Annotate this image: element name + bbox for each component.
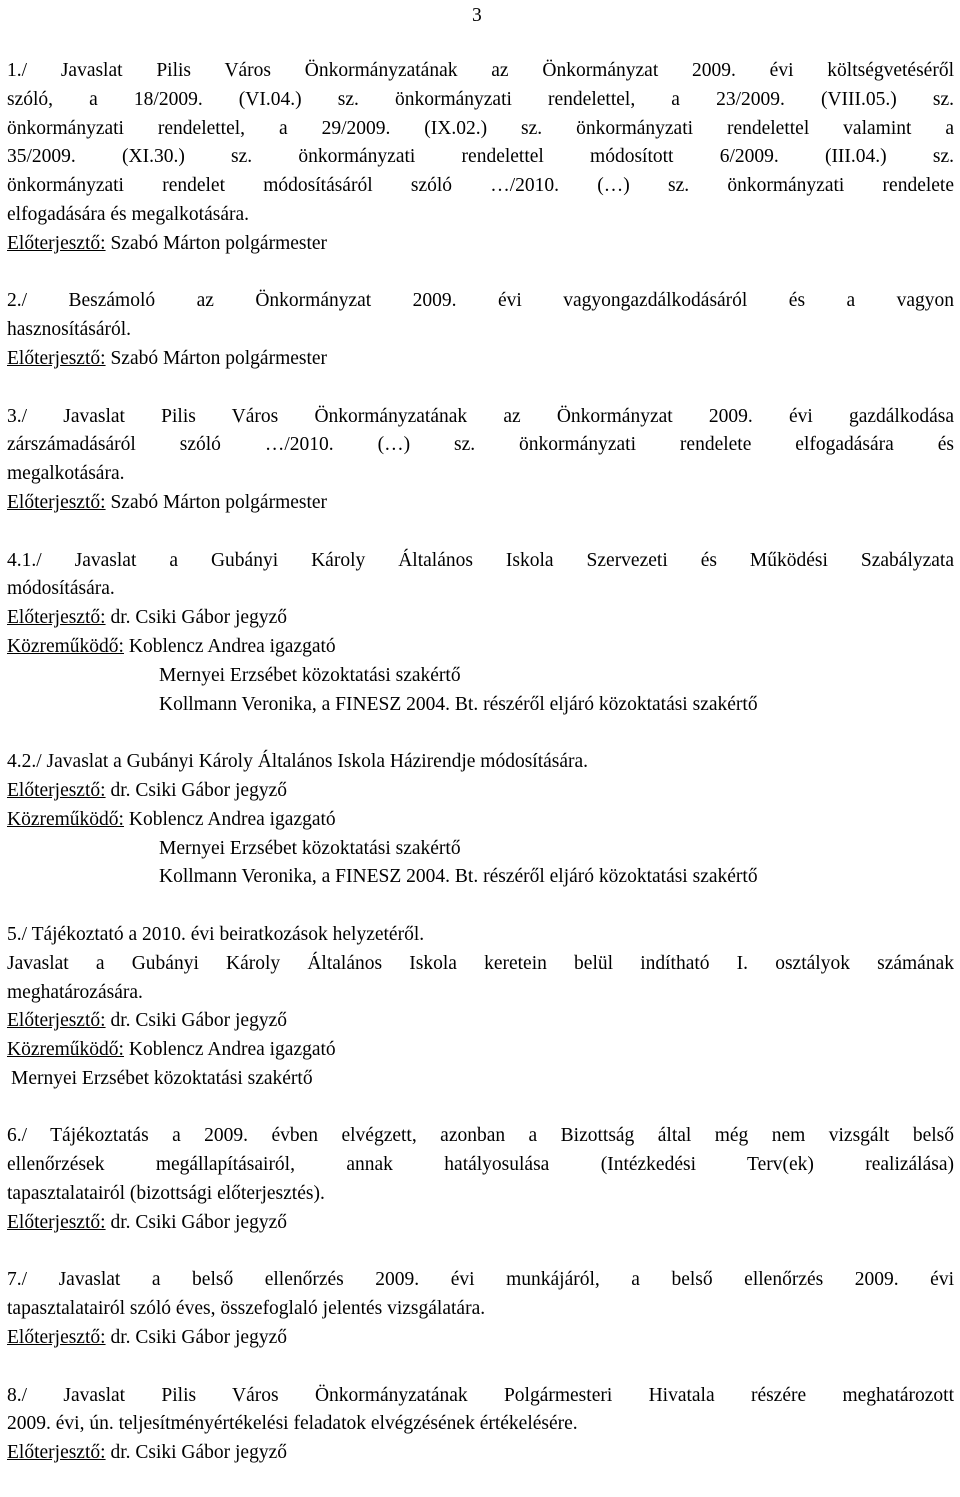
item-text-line: 3./ Javaslat Pilis Város Önkormányzatának az Önkormányzat 2009. évi gazdálkodása <box>7 405 954 427</box>
contributor-label: Közreműködő: <box>7 808 124 830</box>
contributor-extra: Mernyei Erzsébet közoktatási szakértő <box>159 664 461 686</box>
presenter-label: Előterjesztő: <box>7 1211 106 1233</box>
presenter-name: Szabó Márton polgármester <box>105 347 328 369</box>
agenda-item-5 <box>7 921 954 1094</box>
agenda-item-6 <box>7 1122 954 1237</box>
agenda-list <box>7 57 954 1497</box>
presenter-line <box>7 345 954 374</box>
presenter-line <box>7 604 954 633</box>
presenter-line <box>7 489 954 518</box>
presenter-line <box>7 1324 954 1353</box>
item-text-line: hasznosításáról. <box>7 319 132 341</box>
presenter-name: dr. Csiki Gábor jegyző <box>105 1211 287 1233</box>
item-text-line: szóló, a 18/2009. (VI.04.) sz. önkormányzati rendelettel, a 23/2009. (VIII.05.) sz. <box>7 88 954 110</box>
agenda-item-1 <box>7 57 954 259</box>
presenter-name: Szabó Márton polgármester <box>105 491 328 513</box>
item-text-line: ellenőrzések megállapításairól, annak hatályosulása (Intézkedési Terv(ek) realizálása) <box>7 1154 954 1176</box>
contributor-name: Koblencz Andrea igazgató <box>123 808 336 830</box>
presenter-label: Előterjesztő: <box>7 779 106 801</box>
item-text-line: zárszámadásáról szóló …/2010. (…) sz. önkormányzati rendelete elfogadására és <box>7 434 954 456</box>
item-text-line: meghatározására. <box>7 981 143 1003</box>
agenda-item-8 <box>7 1382 954 1468</box>
item-text-line: módosítására. <box>7 578 115 600</box>
item-text-line: 1./ Javaslat Pilis Város Önkormányzatának az Önkormányzat 2009. évi költségvetéséről <box>7 60 954 81</box>
presenter-name: dr. Csiki Gábor jegyző <box>105 1442 287 1464</box>
presenter-label: Előterjesztő: <box>7 1010 106 1032</box>
presenter-name: dr. Csiki Gábor jegyző <box>105 1327 287 1349</box>
presenter-label: Előterjesztő: <box>7 1327 106 1349</box>
presenter-name: dr. Csiki Gábor jegyző <box>105 607 287 629</box>
contributor-extra: Mernyei Erzsébet közoktatási szakértő <box>11 1067 313 1089</box>
item-text-line: 35/2009. (XI.30.) sz. önkormányzati rendelettel módosított 6/2009. (III.04.) sz. <box>7 146 954 168</box>
contributor-line <box>7 633 954 662</box>
item-text-line: önkormányzati rendelettel, a 29/2009. (IX.02.) sz. önkormányzati rendelettel valamint a <box>7 117 954 139</box>
page-number: 3 <box>472 5 482 26</box>
agenda-item-7 <box>7 1266 954 1352</box>
agenda-item-4-2 <box>7 748 954 892</box>
presenter-line <box>7 230 954 259</box>
contributor-name: Koblencz Andrea igazgató <box>123 1039 336 1061</box>
agenda-item-3 <box>7 403 954 518</box>
presenter-label: Előterjesztő: <box>7 491 106 513</box>
item-text-line: tapasztalatairól (bizottsági előterjesztés). <box>7 1183 325 1205</box>
contributor-extra: Mernyei Erzsébet közoktatási szakértő <box>159 837 461 859</box>
presenter-name: dr. Csiki Gábor jegyző <box>105 779 287 801</box>
item-text-line: 4.2./ Javaslat a Gubányi Károly Általános Iskola Házirendje módosítására. <box>7 751 589 773</box>
presenter-line <box>7 1209 954 1238</box>
agenda-item-4-1 <box>7 547 954 720</box>
item-text-line: tapasztalatairól szóló éves, összefoglaló jelentés vizsgálatára. <box>7 1298 486 1320</box>
presenter-name: dr. Csiki Gábor jegyző <box>105 1010 287 1032</box>
item-text-line: 2009. évi, ún. teljesítményértékelési feladatok elvégzésének értékelésére. <box>7 1413 578 1435</box>
presenter-line <box>7 777 954 806</box>
contributor-label: Közreműködő: <box>7 1039 124 1061</box>
item-text-line: 2./ Beszámoló az Önkormányzat 2009. évi vagyongazdálkodásáról és a vagyon <box>7 290 954 312</box>
presenter-label: Előterjesztő: <box>7 607 106 629</box>
presenter-label: Előterjesztő: <box>7 1442 106 1464</box>
item-text-line: önkormányzati rendelet módosításáról szóló …/2010. (…) sz. önkormányzati rendelete <box>7 175 954 197</box>
contributor-extra: Kollmann Veronika, a FINESZ 2004. Bt. részéről eljáró közoktatási szakértő <box>159 866 758 888</box>
presenter-line <box>7 1439 954 1468</box>
item-text-line: Javaslat a Gubányi Károly Általános Iskola keretein belül indítható I. osztályok számának <box>7 952 954 974</box>
contributor-line <box>7 806 954 835</box>
agenda-item-2 <box>7 287 954 373</box>
presenter-line <box>7 1007 954 1036</box>
contributor-line <box>7 1036 954 1065</box>
presenter-label: Előterjesztő: <box>7 232 106 254</box>
item-text-line: 8./ Javaslat Pilis Város Önkormányzatának Polgármesteri Hivatala részére meghatározott <box>7 1384 954 1406</box>
item-text-line: elfogadására és megalkotására. <box>7 203 249 225</box>
contributor-extra: Kollmann Veronika, a FINESZ 2004. Bt. részéről eljáró közoktatási szakértő <box>159 693 758 715</box>
contributor-name: Koblencz Andrea igazgató <box>123 635 336 657</box>
contributor-label: Közreműködő: <box>7 635 124 657</box>
item-text-line: 5./ Tájékoztató a 2010. évi beiratkozások helyzetéről. <box>7 923 425 945</box>
item-text-line: 7./ Javaslat a belső ellenőrzés 2009. évi munkájáról, a belső ellenőrzés 2009. évi <box>7 1269 954 1291</box>
item-text-line: 4.1./ Javaslat a Gubányi Károly Általános Iskola Szervezeti és Működési Szabályzata <box>7 549 954 571</box>
item-text-line: megalkotására. <box>7 463 125 485</box>
presenter-label: Előterjesztő: <box>7 347 106 369</box>
presenter-name: Szabó Márton polgármester <box>105 232 328 254</box>
item-text-line: 6./ Tájékoztatás a 2009. évben elvégzett, azonban a Bizottság által még nem vizsgált belső <box>7 1125 954 1147</box>
